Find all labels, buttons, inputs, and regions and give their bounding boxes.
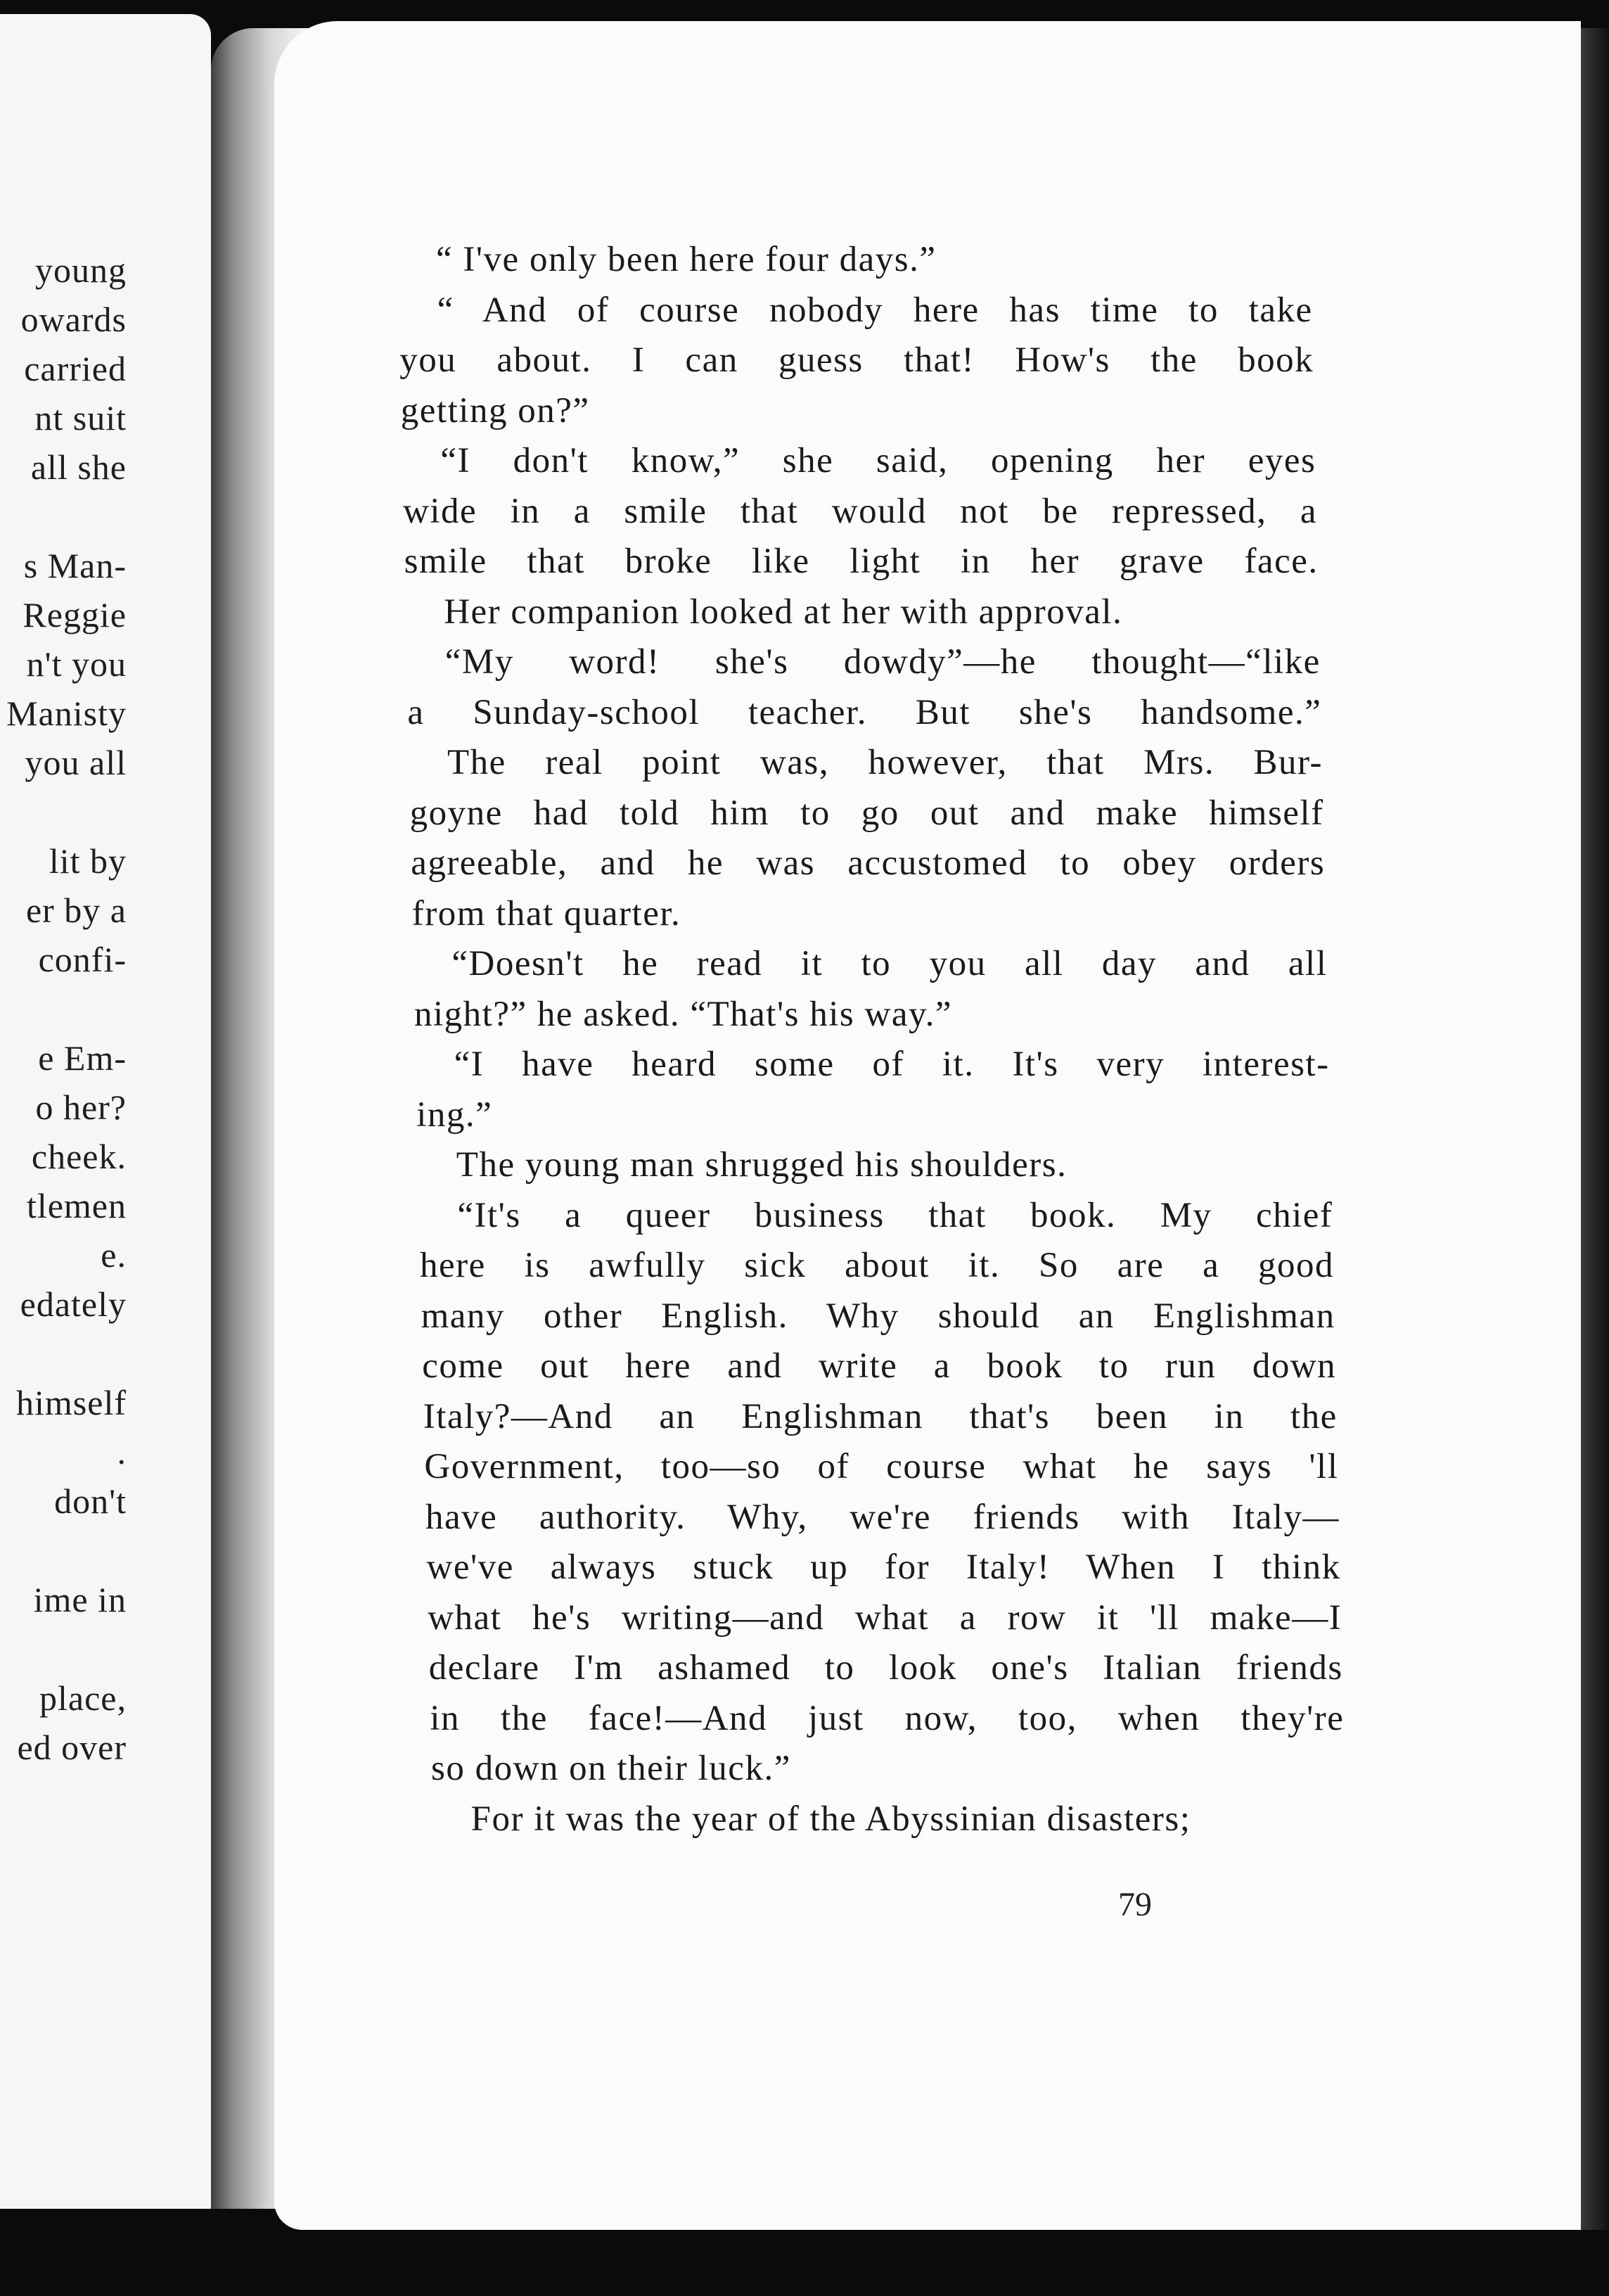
text-line: what he's writing—and what a row it 'll make—I bbox=[428, 1597, 1342, 1638]
left-page-line: young bbox=[35, 250, 127, 290]
left-page-line: ed over bbox=[17, 1728, 127, 1767]
left-page-line: confi- bbox=[38, 940, 127, 979]
text-line: a Sunday-school teacher. But she's handsome.” bbox=[407, 692, 1322, 732]
text-line: “Doesn't he read it to you all day and all bbox=[451, 944, 1328, 983]
left-page-line: o her? bbox=[35, 1088, 127, 1127]
text-line: “My word! she's dowdy”—he thought—“like bbox=[444, 642, 1321, 682]
left-page bbox=[0, 14, 211, 2209]
text-line: here is awfully sick about it. So are a good bbox=[420, 1246, 1334, 1285]
text-line: smile that broke like light in her grave face. bbox=[404, 542, 1319, 581]
text-line: “ And of course nobody here has time to take bbox=[437, 290, 1313, 330]
left-page-line: don't bbox=[54, 1481, 127, 1521]
page-number: 79 bbox=[1118, 1886, 1152, 1923]
left-page-line: s Man- bbox=[23, 546, 127, 585]
text-line: wide in a smile that would not be repressed, a bbox=[403, 491, 1317, 531]
left-page-line: er by a bbox=[25, 891, 127, 930]
text-line: “It's a queer business that book. My chief bbox=[457, 1195, 1333, 1235]
left-page-line: edately bbox=[20, 1284, 127, 1324]
text-line: we've always stuck up for Italy! When I think bbox=[426, 1548, 1341, 1587]
text-line: night?” he asked. “That's his way.” bbox=[414, 994, 953, 1034]
left-page-line: all she bbox=[30, 447, 127, 487]
text-line: The real point was, however, that Mrs. Bur- bbox=[447, 743, 1323, 782]
left-page-line: owards bbox=[20, 300, 127, 339]
text-line: from that quarter. bbox=[411, 893, 681, 933]
text-line: “I have heard some of it. It's very interest- bbox=[454, 1045, 1330, 1084]
page-edge-shadow bbox=[1581, 28, 1609, 2230]
left-page-line: carried bbox=[24, 349, 127, 388]
left-page-line: ime in bbox=[33, 1580, 127, 1619]
text-line: goyne had told him to go out and make himself bbox=[409, 793, 1324, 833]
right-page bbox=[274, 21, 1581, 2230]
text-line: come out here and write a book to run down bbox=[422, 1346, 1337, 1386]
left-page-line: . bbox=[117, 1432, 127, 1472]
left-page-line: Manisty bbox=[6, 694, 127, 733]
left-page-line: cheek. bbox=[31, 1137, 127, 1176]
text-line: “ I've only been here four days.” bbox=[436, 240, 937, 279]
left-page-line: lit by bbox=[49, 841, 127, 881]
left-page-line: e. bbox=[101, 1235, 127, 1275]
text-line: in the face!—And just now, too, when they're bbox=[430, 1698, 1345, 1738]
text-line: Government, too—so of course what he says 'll bbox=[424, 1447, 1339, 1486]
text-line: have authority. Why, we're friends with Italy— bbox=[425, 1497, 1340, 1537]
text-line: Italy?—And an Englishman that's been in the bbox=[423, 1396, 1338, 1436]
text-line: you about. I can guess that! How's the book bbox=[399, 340, 1314, 380]
text-line: many other English. Why should an Englishman bbox=[421, 1296, 1335, 1336]
left-page-line: e Em- bbox=[38, 1038, 127, 1078]
left-page-line: you all bbox=[25, 743, 127, 782]
text-line: so down on their luck.” bbox=[431, 1749, 791, 1788]
text-line: getting on?” bbox=[400, 390, 590, 431]
left-page-line: n't you bbox=[26, 644, 127, 684]
text-line: declare I'm ashamed to look one's Italian friends bbox=[428, 1648, 1343, 1688]
left-page-line: himself bbox=[16, 1383, 127, 1422]
left-page-line: Reggie bbox=[23, 595, 127, 634]
text-line: For it was the year of the Abyssinian disasters; bbox=[470, 1799, 1191, 1839]
left-page-line: place, bbox=[39, 1678, 127, 1718]
text-line: Her companion looked at her with approval. bbox=[444, 592, 1123, 632]
text-line: agreeable, and he was accustomed to obey orders bbox=[411, 843, 1326, 883]
text-line: ing.” bbox=[416, 1095, 493, 1135]
left-page-line: tlemen bbox=[26, 1186, 127, 1225]
text-line: “I don't know,” she said, opening her eyes bbox=[440, 441, 1316, 480]
text-line: The young man shrugged his shoulders. bbox=[456, 1145, 1068, 1185]
left-page-line: nt suit bbox=[34, 398, 127, 438]
